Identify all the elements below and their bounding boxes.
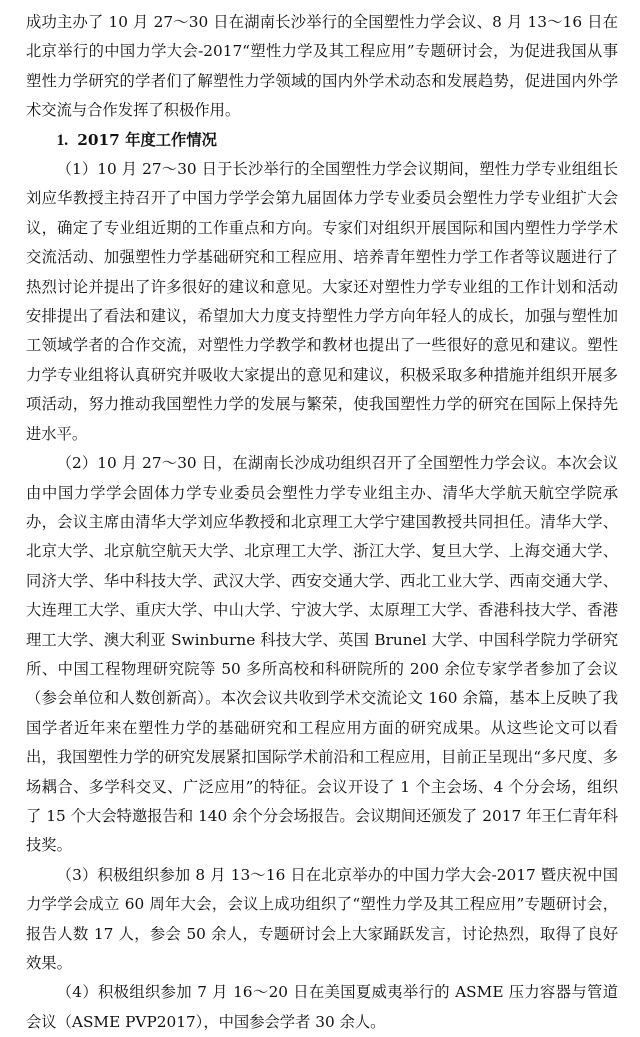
paragraph-3: （3）积极组织参加 8 月 13～16 日在北京举办的中国力学大会-2017 暨庆祝中国力学学会成立 60 周年大会，会议上成功组织了“塑性力学及其工程应用”专题研讨会，报告人数 17 人，参会 50 余人，专题研讨会上大家踊跃发言，讨论热烈，取得了良好效果。 <box>26 865 618 972</box>
paragraph-4: （4）积极组织参加 7 月 16～20 日在美国夏威夷举行的 ASME 压力容器与管道会议（ASME PVP2017），中国参会学者 30 余人。 <box>26 983 618 1031</box>
paragraph-1: （1）10 月 27～30 日于长沙举行的全国塑性力学会议期间，塑性力学专业组组长刘应华教授主持召开了中国力学学会第九届固体力学专业委员会塑性力学专业组扩大会议，确定了专业组近期的工作重点和方向。专家们对组织开展国际和国内塑性力学学术交流活动、加强塑性力学基础研究和工程应用、培养青年塑性力学工作者等议题进行了热烈讨论并提出了许多很好的建议和意见。大家还对塑性力学专业组的工作计划和活动安排提出了看法和建议，希望加大力度支持塑性力学方向年轻人的成长，加强与塑性加工领域学者的合作交流，对塑性力学教学和教材也提出了一些很好的意见和建议。塑性力学专业组将认真研究并吸收大家提出的意见和建议，积极采取多种措施并组织开展多项活动，努力推动我国塑性力学的发展与繁荣，使我国塑性力学的研究在国际上保持先进水平。 <box>26 160 618 443</box>
paragraph-2: （2）10 月 27～30 日，在湖南长沙成功组织召开了全国塑性力学会议。本次会议由中国力学学会固体力学专业委员会塑性力学专业组主办、清华大学航天航空学院承办，会议主席由清华大学刘应华教授和北京理工大学宁建国教授共同担任。清华大学、北京大学、北京航空航天大学、北京理工大学、浙江大学、复旦大学、上海交通大学、同济大学、华中科技大学、武汉大学、西安交通大学、西北工业大学、西南交通大学、大连理工大学、重庆大学、中山大学、宁波大学、太原理工大学、香港科技大学、香港理工大学、澳大利亚 Swinburne 科技大学、英国 Brunel 大学、中国科学院力学研究所、中国工程物理研究院等 50 多所高校和科研院所的 200 余位专家学者参加了会议（参会单位和人数创新高）。本次会议共收到学术交流论文 160 余篇，基本上反映了我国学者近年来在塑性力学的基础研究和工程应用方面的研究成果。从这些论文可以看出，我国塑性力学的研究发展紧扣国际学术前沿和工程应用，目前正呈现出“多尺度、多场耦合、多学科交叉、广泛应用”的特征。会议开设了 1 个主会场、4 个分会场，组织了 15 个大会特邀报告和 140 余个分会场报告。会议期间还颁发了 2017 年王仁青年科技奖。 <box>26 454 618 855</box>
intro-paragraph: 成功主办了 10 月 27～30 日在湖南长沙举行的全国塑性力学会议、8 月 13～16 日在北京举行的中国力学大会-2017“塑性力学及其工程应用”专题研讨会，为促进我国从事塑性力学研究的学者们了解塑性力学领域的国内外学术动态和发展趋势，促进国内外学术交流与合作发挥了积极作用。 <box>26 13 618 120</box>
section-title: 2017 年度工作情况 <box>77 130 217 149</box>
section-number: 1. <box>56 131 69 149</box>
section-heading <box>26 126 618 155</box>
